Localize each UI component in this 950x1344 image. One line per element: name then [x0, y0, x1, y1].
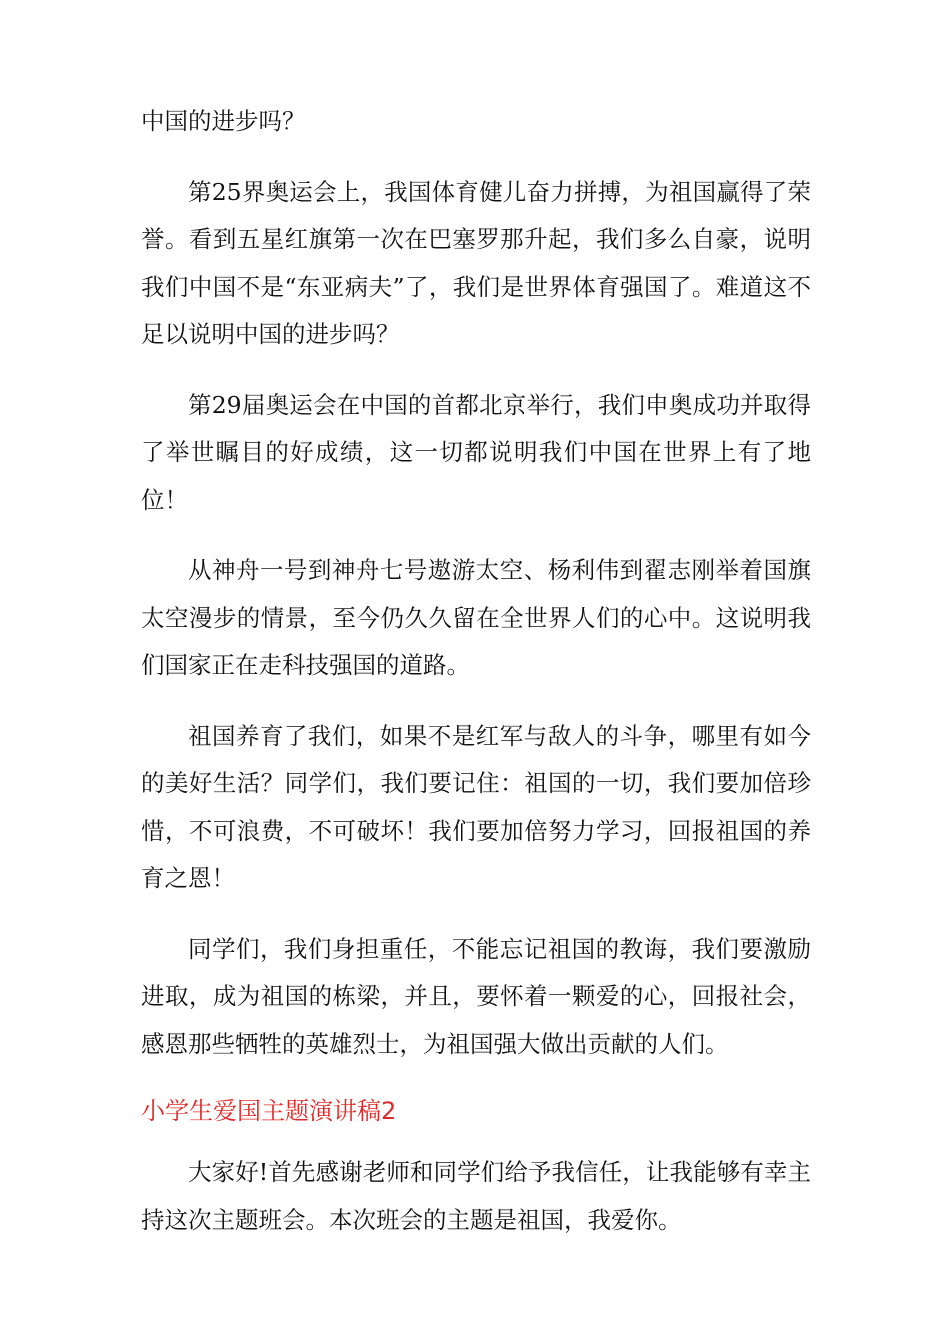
- paragraph-responsibility: 同学们，我们身担重任，不能忘记祖国的教诲，我们要激励进取，成为祖国的栋梁，并且，要怀着一颗爱的心，回报社会，感恩那些牺牲的英雄烈士，为祖国强大做出贡献的人们。: [141, 934, 811, 1058]
- paragraph-motherland: 祖国养育了我们，如果不是红军与敌人的斗争，哪里有如今的美好生活？同学们，我们要记住：祖国的一切，我们要加倍珍惜，不可浪费，不可破坏！我们要加倍努力学习，回报祖国的养育之恩！: [141, 721, 811, 892]
- paragraph-olympics-25: 第25界奥运会上，我国体育健儿奋力拼搏，为祖国赢得了荣誉。看到五星红旗第一次在巴塞罗那升起，我们多么自豪，说明我们中国不是“东亚病夫”了，我们是世界体育强国了。难道这不足以说明中国的进步吗？: [141, 177, 811, 348]
- section-heading: 小学生爱国主题演讲稿2: [141, 1097, 397, 1125]
- paragraph-continuation: 中国的进步吗？: [141, 107, 306, 135]
- document-body: [141, 98, 811, 1267]
- paragraph-shenzhou: 从神舟一号到神舟七号遨游太空、杨利伟到翟志刚举着国旗太空漫步的情景，至今仍久久留在全世界人们的心中。这说明我们国家正在走科技强国的道路。: [141, 556, 811, 679]
- paragraph-olympics-29: 第29届奥运会在中国的首都北京举行，我们申奥成功并取得了举世瞩目的好成绩，这一切都说明我们中国在世界上有了地位！: [141, 390, 811, 514]
- paragraph-greeting: 大家好!首先感谢老师和同学们给予我信任，让我能够有幸主持这次主题班会。本次班会的主题是祖国，我爱你。: [141, 1158, 811, 1234]
